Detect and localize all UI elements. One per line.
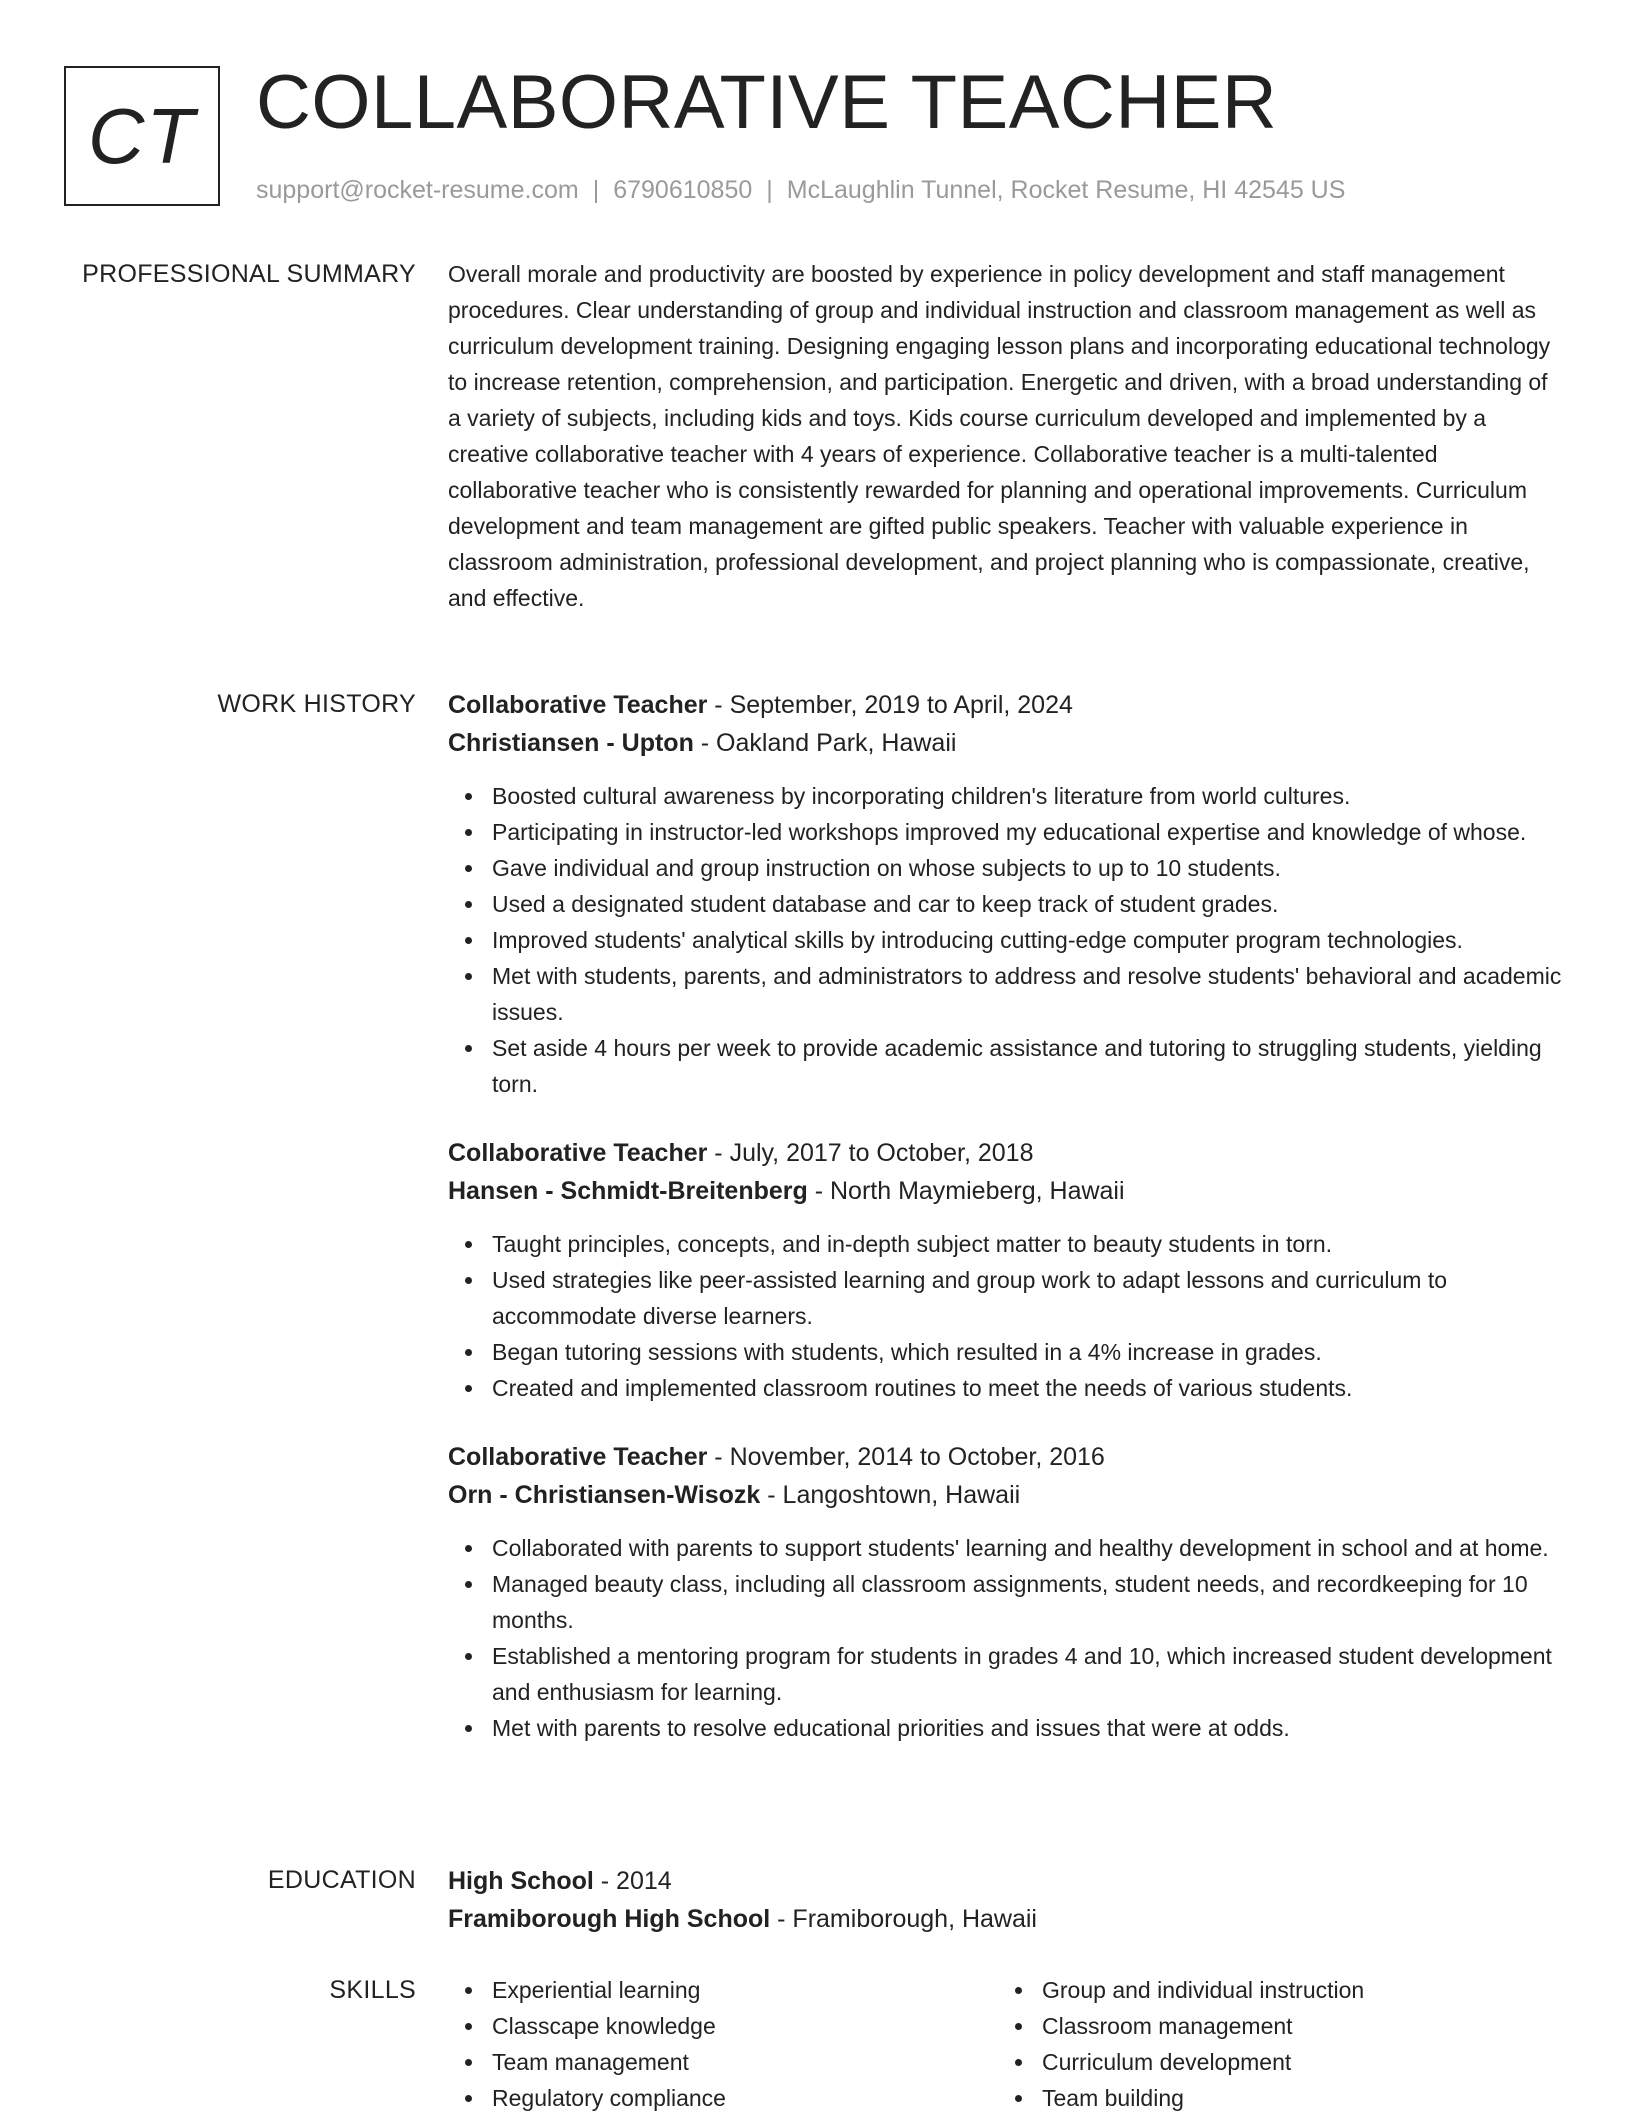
contact-separator: | — [592, 176, 600, 204]
skills-title: SKILLS — [329, 1976, 416, 2004]
job-bullet: Boosted cultural awareness by incorporating children's literature from world cultures. — [492, 778, 1566, 814]
work-history-title: WORK HISTORY — [217, 690, 416, 718]
job-title-line — [448, 1134, 1566, 1172]
monogram-badge: CT — [64, 66, 220, 206]
education-degree-line — [448, 1862, 1566, 1900]
job-dates: - July, 2017 to October, 2018 — [707, 1139, 1034, 1167]
job-bullet: Set aside 4 hours per week to provide academic assistance and tutoring to struggling students, yielding torn. — [492, 1030, 1566, 1102]
skills-grid — [448, 1972, 1566, 2116]
skill-item: Regulatory compliance — [492, 2080, 998, 2116]
job-bullet: Began tutoring sessions with students, which resulted in a 4% increase in grades. — [492, 1334, 1566, 1370]
job-bullets — [448, 778, 1566, 1102]
skill-item: Team building — [1042, 2080, 1548, 2116]
job-bullet: Met with parents to resolve educational priorities and issues that were at odds. — [492, 1710, 1566, 1746]
job-location: - Oakland Park, Hawaii — [693, 729, 957, 757]
job-bullets — [448, 1226, 1566, 1406]
skill-item: Team management — [492, 2044, 998, 2080]
contact-phone: 6790610850 — [613, 176, 753, 204]
contact-line — [256, 174, 1345, 206]
job-employer-line — [448, 1172, 1566, 1210]
education-year: - 2014 — [593, 1867, 672, 1895]
job-location: - Langoshtown, Hawaii — [760, 1481, 1021, 1509]
job-role: Collaborative Teacher — [448, 1139, 708, 1167]
job-role: Collaborative Teacher — [448, 1443, 708, 1471]
job-bullet: Used strategies like peer-assisted learning and group work to adapt lessons and curriculum to accommodate diverse learners. — [492, 1262, 1566, 1334]
job-bullets — [448, 1530, 1566, 1746]
skill-item: Experiential learning — [492, 1972, 998, 2008]
contact-address: McLaughlin Tunnel, Rocket Resume, HI 42545 US — [786, 176, 1346, 204]
job-bullet: Gave individual and group instruction on whose subjects to up to 10 students. — [492, 850, 1566, 886]
candidate-name: COLLABORATIVE TEACHER — [256, 60, 1278, 145]
education-school: Framiborough High School — [448, 1905, 771, 1933]
job-bullet: Met with students, parents, and administrators to address and resolve students' behavioral and academic issues. — [492, 958, 1566, 1030]
job-employer: Christiansen - Upton — [448, 729, 694, 757]
job-bullet: Established a mentoring program for students in grades 4 and 10, which increased student development and enthusiasm for learning. — [492, 1638, 1566, 1710]
job-entry — [448, 686, 1566, 1102]
skills-list-left — [448, 1972, 998, 2116]
skill-item: Classcape knowledge — [492, 2008, 998, 2044]
job-employer: Orn - Christiansen-Wisozk — [448, 1481, 761, 1509]
education-title: EDUCATION — [267, 1866, 416, 1894]
job-employer-line — [448, 724, 1566, 762]
job-entry — [448, 1134, 1566, 1406]
skills-list-right — [998, 1972, 1548, 2116]
job-bullet: Managed beauty class, including all classroom assignments, student needs, and recordkeeping for 10 months. — [492, 1566, 1566, 1638]
job-bullet: Used a designated student database and car to keep track of student grades. — [492, 886, 1566, 922]
job-bullet: Improved students' analytical skills by introducing cutting-edge computer program technologies. — [492, 922, 1566, 958]
skills-body — [448, 1972, 1566, 2116]
work-history-body — [448, 686, 1566, 1746]
job-dates: - November, 2014 to October, 2016 — [707, 1443, 1105, 1471]
contact-separator: | — [766, 176, 773, 204]
skill-item: Group and individual instruction — [1042, 1972, 1548, 2008]
summary-text: Overall morale and productivity are boosted by experience in policy development and staff management procedures. Clear understanding of group and individual instruction and classroom management as well as curriculum development training. Designing engaging lesson plans and incorporating educational technology to increase retention, comprehension, and participation. Energetic and driven, with a broad understanding of a variety of subjects, including kids and toys. Kids course curriculum developed and implemented by a creative collaborative teacher with 4 years of experience. Collaborative teacher is a multi-talented collaborative teacher who is consistently rewarded for planning and operational improvements. Curriculum development and team management are gifted public speakers. Teacher with valuable experience in classroom administration, professional development, and project planning who is compassionate, creative, and effective. — [448, 261, 1551, 611]
job-bullet: Created and implemented classroom routines to meet the needs of various students. — [492, 1370, 1566, 1406]
job-bullet: Participating in instructor-led workshops improved my educational expertise and knowledge of whose. — [492, 814, 1566, 850]
job-employer-line — [448, 1476, 1566, 1514]
job-employer: Hansen - Schmidt-Breitenberg — [448, 1177, 808, 1205]
job-location: - North Maymieberg, Hawaii — [807, 1177, 1125, 1205]
education-school-line — [448, 1900, 1566, 1938]
education-location: - Framiborough, Hawaii — [770, 1905, 1037, 1933]
job-title-line — [448, 686, 1566, 724]
job-role: Collaborative Teacher — [448, 691, 708, 719]
skill-item: Curriculum development — [1042, 2044, 1548, 2080]
job-bullet: Taught principles, concepts, and in-depth subject matter to beauty students in torn. — [492, 1226, 1566, 1262]
job-bullet: Collaborated with parents to support students' learning and healthy development in school and at home. — [492, 1530, 1566, 1566]
job-dates: - September, 2019 to April, 2024 — [707, 691, 1073, 719]
education-degree: High School — [448, 1867, 594, 1895]
summary-title: PROFESSIONAL SUMMARY — [82, 260, 416, 288]
job-entry — [448, 1438, 1566, 1746]
skill-item: Classroom management — [1042, 2008, 1548, 2044]
contact-email: support@rocket-resume.com — [256, 176, 579, 204]
job-title-line — [448, 1438, 1566, 1476]
education-body — [448, 1862, 1566, 1938]
